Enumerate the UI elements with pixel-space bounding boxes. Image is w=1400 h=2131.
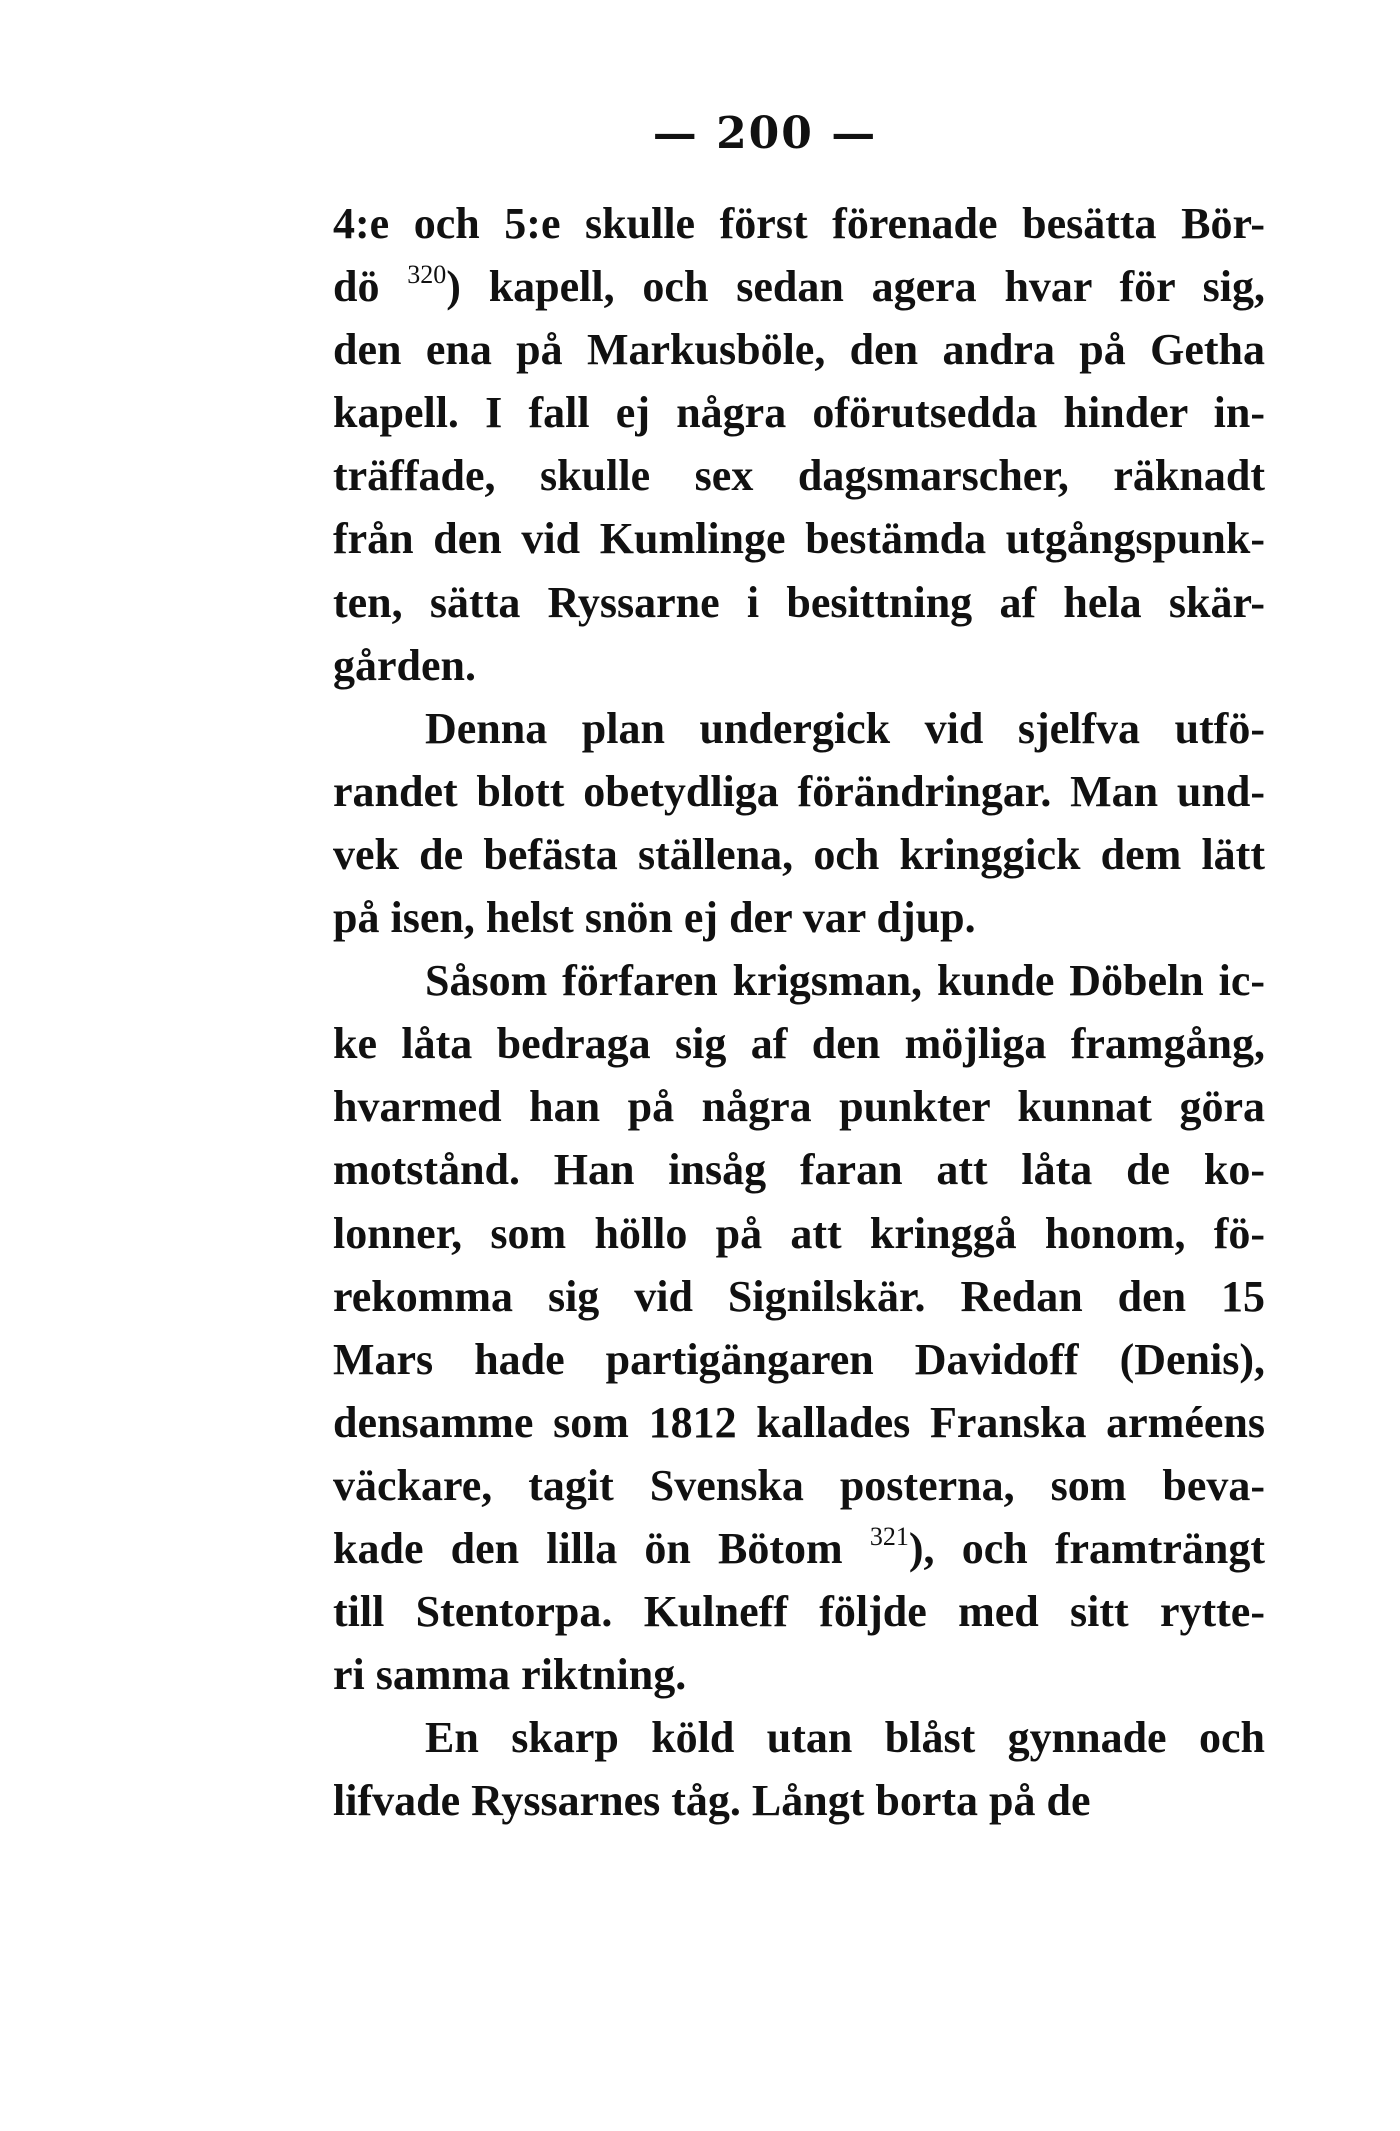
text-segment: densamme som 1812 kallades Franska arméens xyxy=(333,1397,1265,1447)
text-line xyxy=(333,318,1265,381)
text-line xyxy=(333,886,1265,949)
text-line xyxy=(333,1328,1265,1391)
text-line xyxy=(333,381,1265,444)
text-segment: Denna plan undergick vid sjelfva utfö- xyxy=(425,703,1265,753)
text-line xyxy=(333,1075,1265,1138)
page-number: — 200 — xyxy=(652,108,878,159)
text-line xyxy=(333,1391,1265,1454)
text-segment: randet blott obetydliga förändringar. Man und- xyxy=(333,766,1265,816)
text-segment: ) kapell, och sedan agera hvar för sig, xyxy=(446,262,1265,312)
text-line xyxy=(333,192,1265,255)
text-line xyxy=(333,760,1265,823)
text-segment: En skarp köld utan blåst gynnade och xyxy=(425,1713,1265,1763)
text-line xyxy=(333,634,1265,697)
text-line xyxy=(333,1706,1265,1769)
text-segment: ), och framträngt xyxy=(908,1523,1266,1573)
text-segment: gården. xyxy=(333,640,476,690)
text-segment: 4:e och 5:e skulle först förenade besätta Bör- xyxy=(333,199,1265,248)
text-segment: träffade, skulle sex dagsmarscher, räknadt xyxy=(333,451,1265,501)
text-segment: ri samma riktning. xyxy=(333,1650,687,1700)
text-segment: på isen, helst snön ej der var djup. xyxy=(333,893,976,943)
text-line xyxy=(333,1643,1265,1706)
text-segment: kapell. I fall ej några oförutsedda hinder in- xyxy=(333,388,1265,438)
text-line xyxy=(333,1517,1265,1580)
text-segment: dö xyxy=(333,262,408,312)
text-segment: Mars hade partigängaren Davidoff (Denis), xyxy=(333,1334,1265,1384)
text-segment: ten, sätta Ryssarne i besittning af hela skär- xyxy=(333,577,1265,627)
text-line xyxy=(333,255,1265,318)
text-line xyxy=(333,949,1265,1012)
text-line xyxy=(333,571,1265,634)
text-segment: hvarmed han på några punkter kunnat göra xyxy=(333,1082,1265,1132)
text-segment: ke låta bedraga sig af den möjliga framgång, xyxy=(333,1019,1265,1069)
footnote-reference: 321 xyxy=(869,1521,909,1551)
text-segment: till Stentorpa. Kulneff följde med sitt rytte- xyxy=(333,1587,1265,1637)
text-line xyxy=(333,507,1265,570)
text-line xyxy=(333,823,1265,886)
text-segment: Såsom förfaren krigsman, kunde Döbeln ic- xyxy=(425,956,1265,1006)
text-segment: lonner, som höllo på att kringgå honom, fö- xyxy=(333,1208,1265,1258)
text-line xyxy=(333,1202,1265,1265)
text-line xyxy=(333,1580,1265,1643)
text-segment: lifvade Ryssarnes tåg. Långt borta på de xyxy=(333,1776,1091,1826)
footnote-reference: 320 xyxy=(407,260,447,290)
body-text xyxy=(333,192,1265,1832)
text-line xyxy=(333,1454,1265,1517)
text-segment: motstånd. Han insåg faran att låta de ko- xyxy=(333,1145,1265,1195)
text-segment: rekomma sig vid Signilskär. Redan den 15 xyxy=(333,1271,1265,1321)
text-line xyxy=(333,1769,1265,1832)
text-line xyxy=(333,1138,1265,1201)
text-segment: från den vid Kumlinge bestämda utgångspunk- xyxy=(333,514,1265,564)
text-segment: den ena på Markusböle, den andra på Getha xyxy=(333,325,1265,375)
text-line xyxy=(333,444,1265,507)
text-segment: kade den lilla ön Bötom xyxy=(333,1523,870,1573)
text-line xyxy=(333,1265,1265,1328)
text-line xyxy=(333,697,1265,760)
text-line xyxy=(333,1012,1265,1075)
text-segment: väckare, tagit Svenska posterna, som beva- xyxy=(333,1460,1265,1510)
text-segment: vek de befästa ställena, och kringgick dem lätt xyxy=(333,829,1265,879)
